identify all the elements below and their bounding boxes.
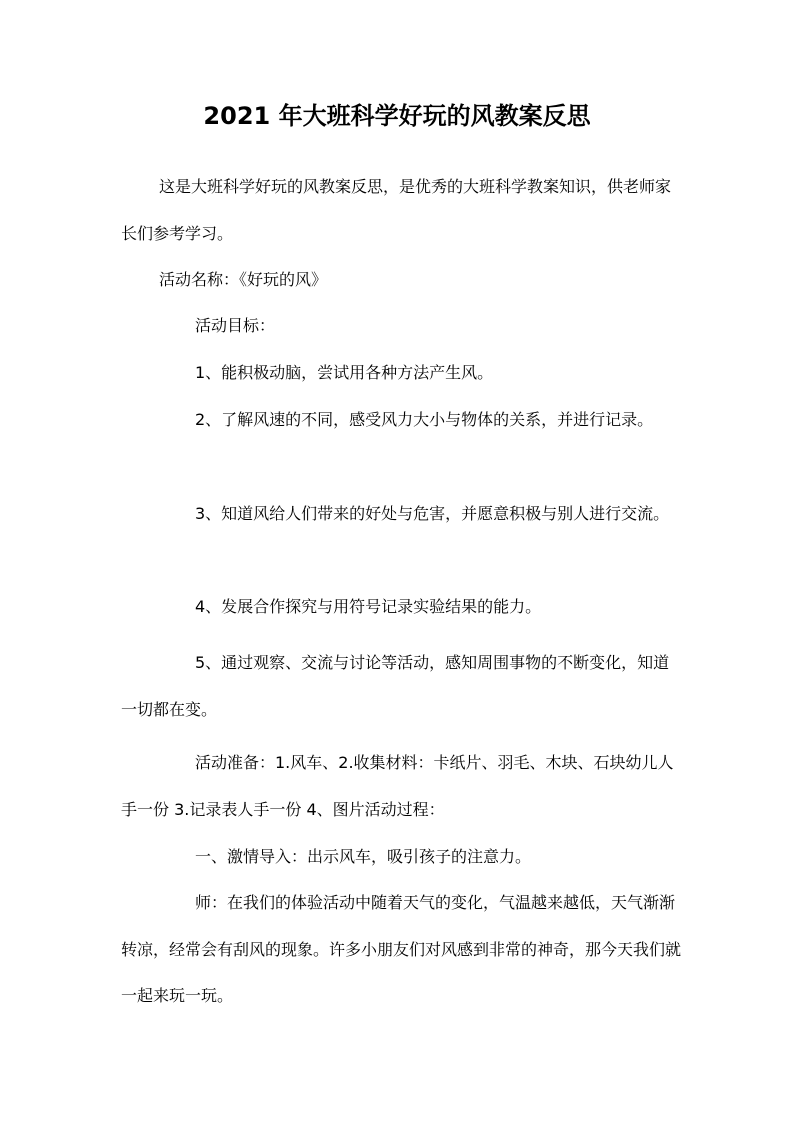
document-title: 2021 年大班科学好玩的风教案反思 (203, 102, 591, 130)
activity-goals-heading: 活动目标： (195, 316, 276, 335)
activity-preparation-paragraph: 活动准备：1.风车、2.收集材料：卡纸片、羽毛、木块、石块幼儿人手一份 3.记录表人手一份 4、图片活动过程： (121, 753, 674, 819)
intro-paragraph: 这是大班科学好玩的风教案反思，是优秀的大班科学教案知识，供老师家长们参考学习。 (121, 177, 672, 243)
teacher-speech-paragraph: 师：在我们的体验活动中随着天气的变化，气温越来越低，天气渐渐转凉，经常会有刮风的现象。许多小朋友们对风感到非常的神奇，那今天我们就一起来玩一玩。 (121, 893, 682, 1005)
goal-1-paragraph: 1、能积极动脑，尝试用各种方法产生风。 (195, 363, 494, 382)
goal-3-paragraph: 3、知道风给人们带来的好处与危害，并愿意积极与别人进行交流。 (195, 504, 670, 523)
activity-name-paragraph: 活动名称：《好玩的风》 (159, 270, 328, 289)
goal-5-paragraph: 5、通过观察、交流与讨论等活动，感知周围事物的不断变化，知道一切都在变。 (121, 653, 670, 719)
goal-2-paragraph: 2、了解风速的不同，感受风力大小与物体的关系，并进行记录。 (195, 410, 654, 429)
goal-4-paragraph: 4、发展合作探究与用符号记录实验结果的能力。 (195, 597, 542, 616)
step-1-paragraph: 一、激情导入：出示风车，吸引孩子的注意力。 (195, 847, 532, 866)
